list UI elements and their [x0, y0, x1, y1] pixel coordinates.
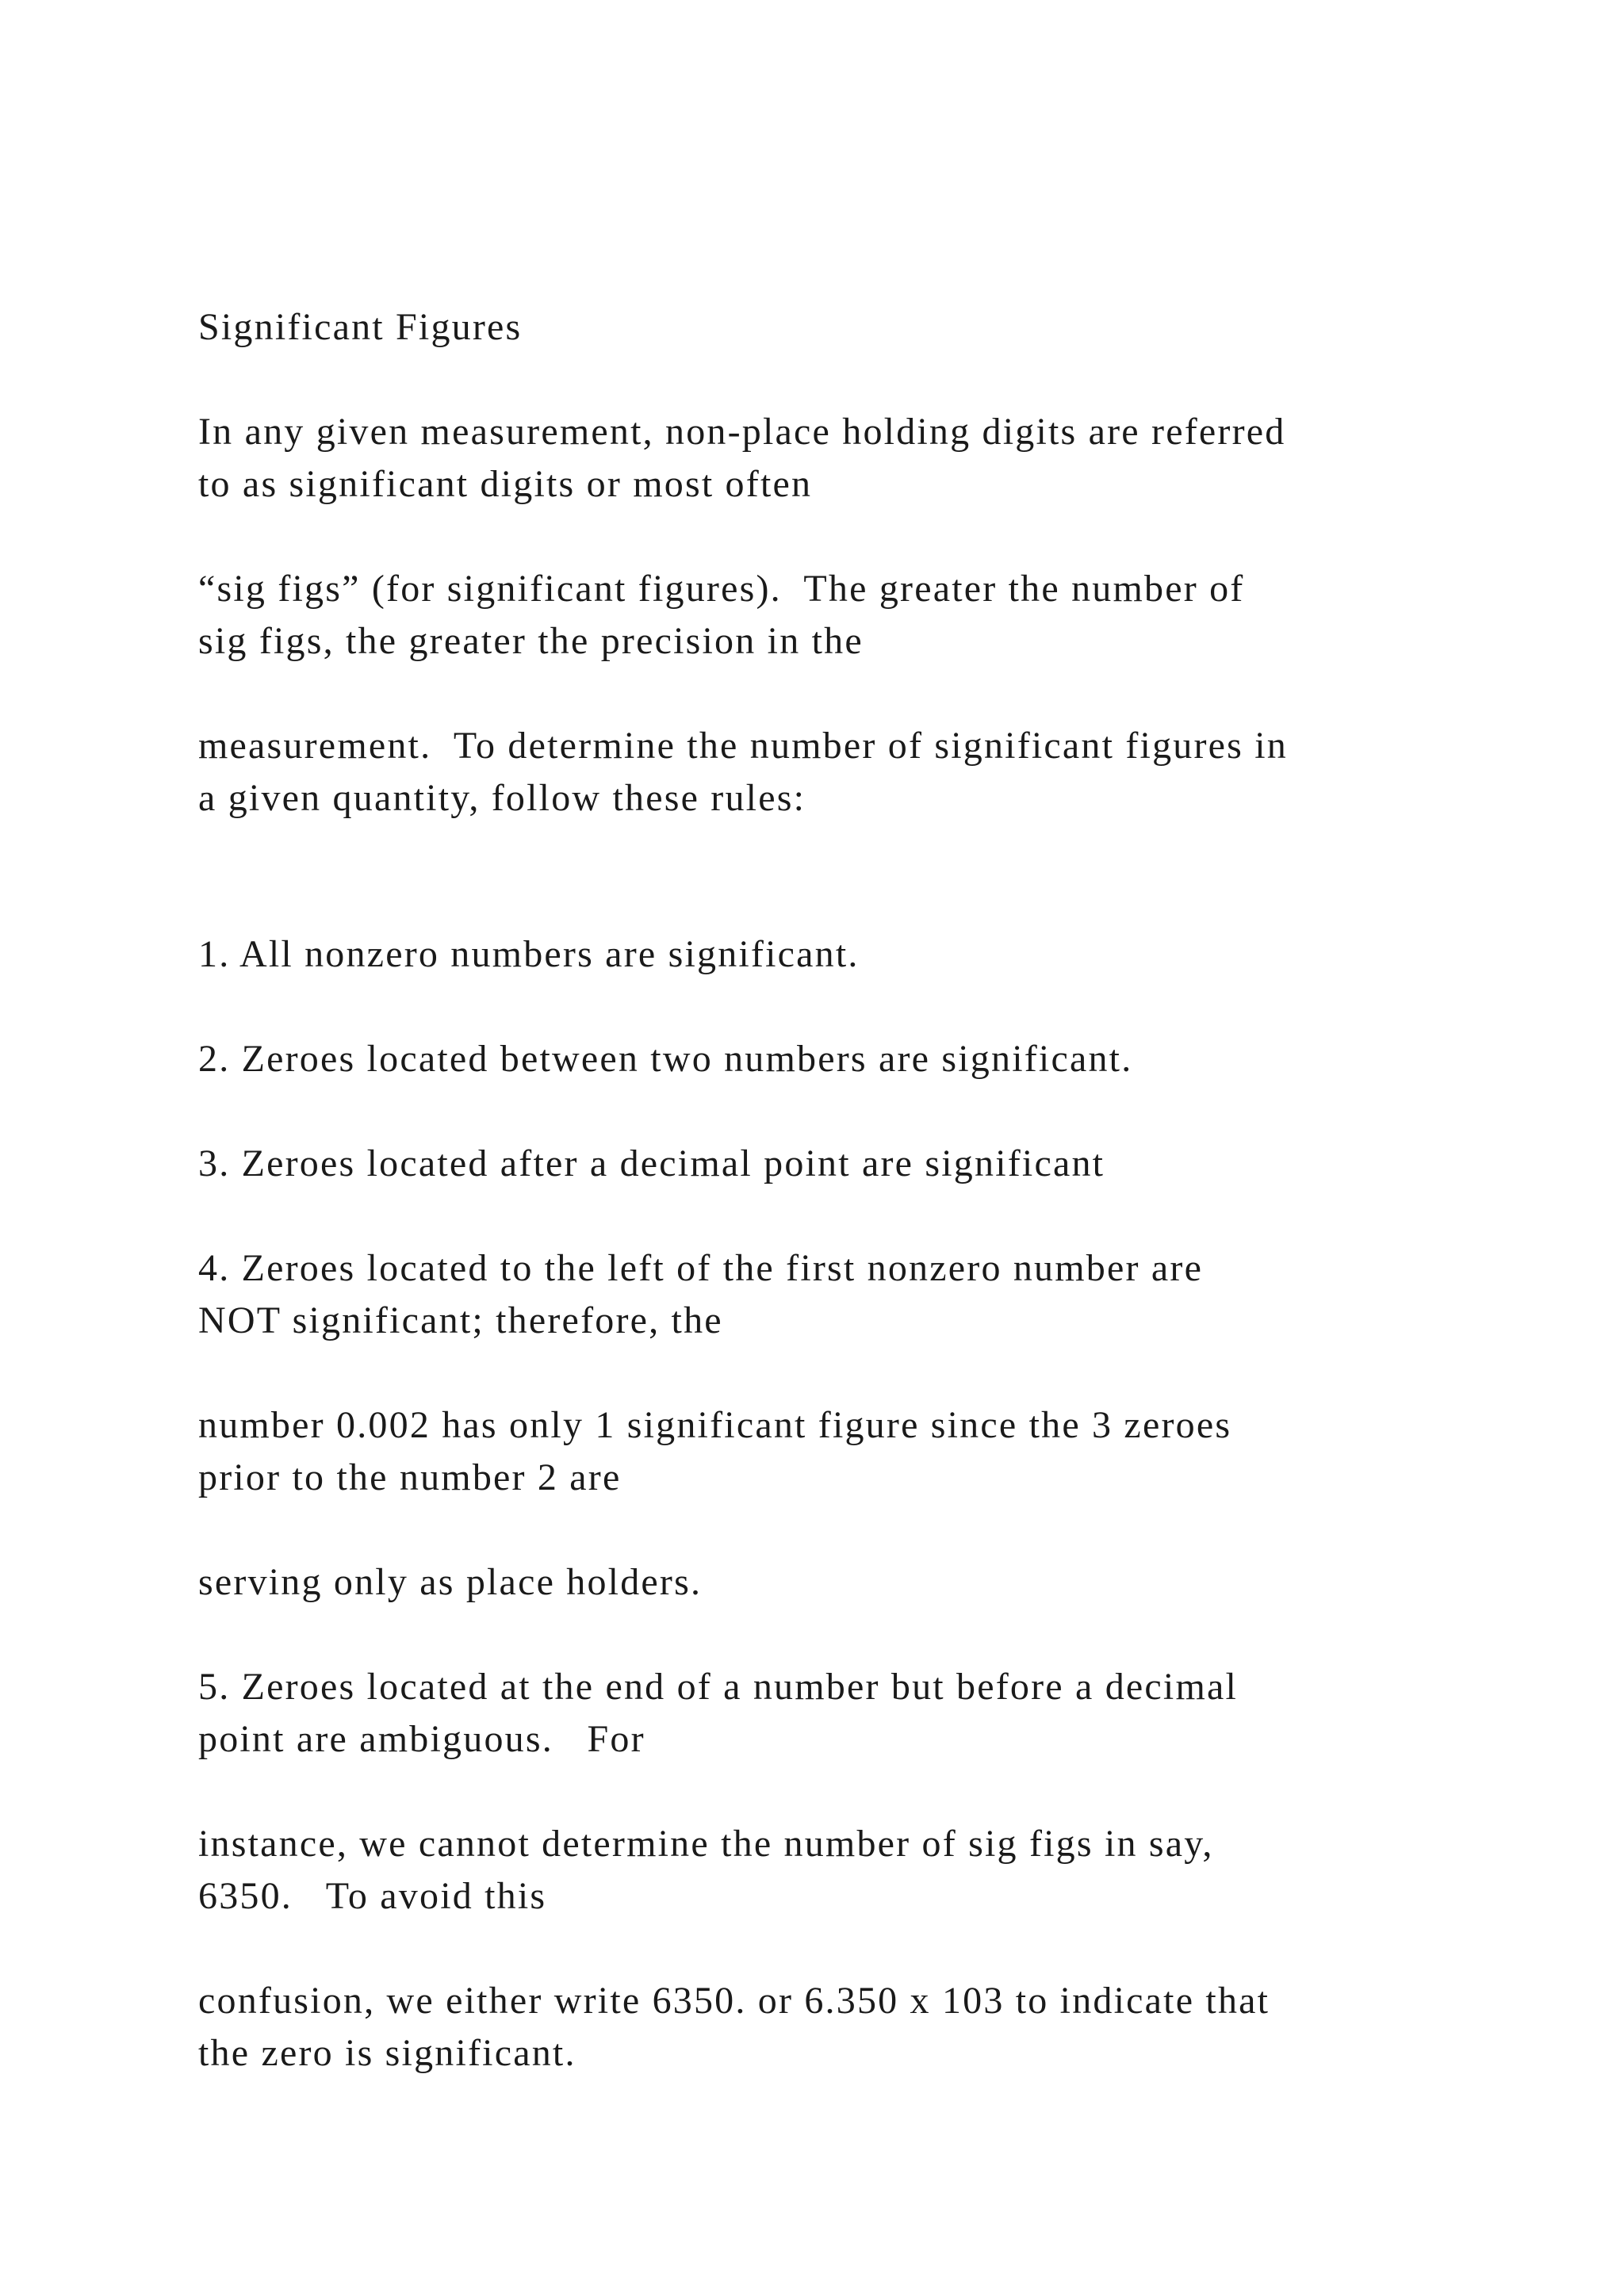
rule-5-line-2: point are ambiguous. For [198, 1718, 645, 1760]
intro-paragraph-2-line-2: sig figs, the greater the precision in the [198, 620, 864, 662]
intro-paragraph-1-line-1: In any given measurement, non-place holding digits are referred [198, 411, 1286, 453]
rule-1: 1. All nonzero numbers are significant. [198, 933, 860, 975]
rule-3: 3. Zeroes located after a decimal point are significant [198, 1142, 1105, 1184]
rule-4-example-line-3: serving only as place holders. [198, 1561, 703, 1603]
intro-paragraph-1-line-2: to as significant digits or most often [198, 463, 813, 505]
document-title: Significant Figures [198, 306, 523, 348]
rule-5-example-line-3: confusion, we either write 6350. or 6.350 x 103 to indicate that [198, 1980, 1270, 2022]
rule-5-example-line-4: the zero is significant. [198, 2032, 576, 2074]
rule-4-line-2: NOT significant; therefore, the [198, 1299, 723, 1341]
rule-4-example-line-1: number 0.002 has only 1 significant figure since the 3 zeroes [198, 1404, 1232, 1446]
rule-5-line-1: 5. Zeroes located at the end of a number but before a decimal [198, 1666, 1239, 1708]
rule-5-example-line-2: 6350. To avoid this [198, 1875, 547, 1917]
intro-paragraph-3-line-2: a given quantity, follow these rules: [198, 777, 806, 819]
rule-4-line-1: 4. Zeroes located to the left of the first nonzero number are [198, 1247, 1204, 1289]
rule-5-example-line-1: instance, we cannot determine the number of sig figs in say, [198, 1823, 1214, 1865]
intro-paragraph-2-line-1: “sig figs” (for significant figures). The greater the number of [198, 568, 1245, 610]
rule-2: 2. Zeroes located between two numbers are significant. [198, 1038, 1133, 1080]
intro-paragraph-3-line-1: measurement. To determine the number of significant figures in [198, 725, 1288, 767]
rule-4-example-line-2: prior to the number 2 are [198, 1456, 622, 1498]
